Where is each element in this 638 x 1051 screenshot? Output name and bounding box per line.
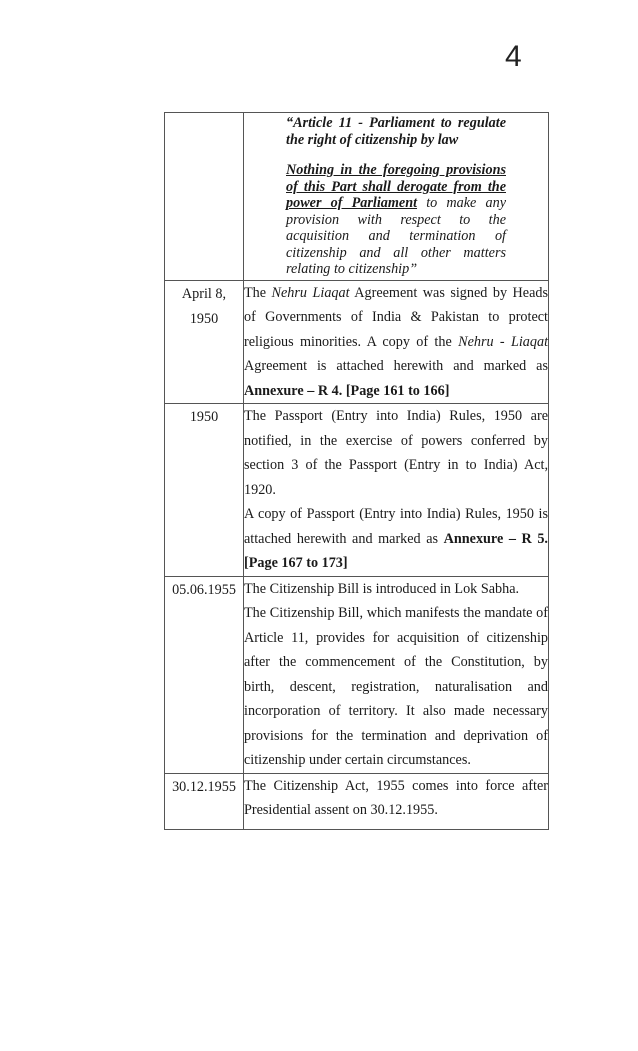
table-row	[165, 773, 549, 829]
italic-run: Nehru - Liaqat	[458, 333, 549, 350]
quote-heading: “Article 11 - Parliament to regulate the right of citizenship by law	[286, 115, 506, 148]
event-cell	[244, 280, 549, 404]
date-text: 30.12.1955	[172, 778, 236, 795]
annexure-reference: Annexure – R 4. [Page 161 to 166]	[244, 382, 450, 399]
table-row	[165, 280, 549, 404]
date-text: 05.06.1955	[172, 581, 236, 598]
date-text: 1950	[189, 409, 219, 425]
date-cell	[165, 773, 244, 829]
date-cell	[165, 113, 244, 281]
chronology-table	[164, 112, 549, 830]
table-row	[165, 576, 549, 773]
event-cell	[244, 576, 549, 773]
quote-underlined-text: Nothing in the foregoing provisions of this Part shall derogate from the power of Parliament	[286, 162, 506, 211]
quote-cell	[244, 113, 549, 281]
event-text: The Citizenship Bill is introduced in Lok Sabha.	[244, 580, 520, 597]
date-cell	[165, 576, 244, 773]
event-cell	[244, 404, 549, 577]
annexure-reference: Annexure – R 5. [Page 167 to 173]	[244, 530, 548, 571]
event-text	[244, 281, 548, 404]
table-row	[165, 113, 549, 281]
page-number: 4	[505, 40, 522, 73]
date-text: April 8,	[181, 285, 227, 302]
event-cell	[244, 773, 549, 829]
event-text: The Passport (Entry into India) Rules, 1950 are notified, in the exercise of powers conferred by section 3 of the Passport (Entry in to India) Act, 1920.	[244, 408, 548, 498]
date-cell	[165, 404, 244, 577]
text-run: The	[244, 284, 272, 301]
text-run: Agreement is attached herewith and marked as	[244, 358, 548, 374]
table-row	[165, 404, 549, 577]
date-cell	[165, 280, 244, 404]
quote-rest-text: to make any provision with respect to the acquisition and termination of citizenship and all other matters relating to citizenship”	[286, 195, 506, 277]
text-run: A copy of Passport (Entry into India) Rules, 1950 is attached herewith and marked as	[244, 506, 548, 547]
event-text: The Citizenship Bill, which manifests the mandate of Article 11, provides for acquisition of citizenship after the commencement of the Constitution, by birth, descent, registration, naturalisation and incorporation of territory. It also made necessary provisions for the termination and deprivation of citizenship under certain circumstances.	[244, 605, 548, 768]
event-text: The Citizenship Act, 1955 comes into force after Presidential assent on 30.12.1955.	[244, 777, 548, 818]
text-run: Agreement was signed by Heads of Governments of India & Pakistan to protect religious minorities. A copy of the	[244, 284, 548, 350]
quote-body	[286, 162, 506, 278]
italic-run: Nehru Liaqat	[271, 284, 350, 301]
event-text	[244, 502, 548, 576]
date-text: 1950	[189, 311, 219, 327]
